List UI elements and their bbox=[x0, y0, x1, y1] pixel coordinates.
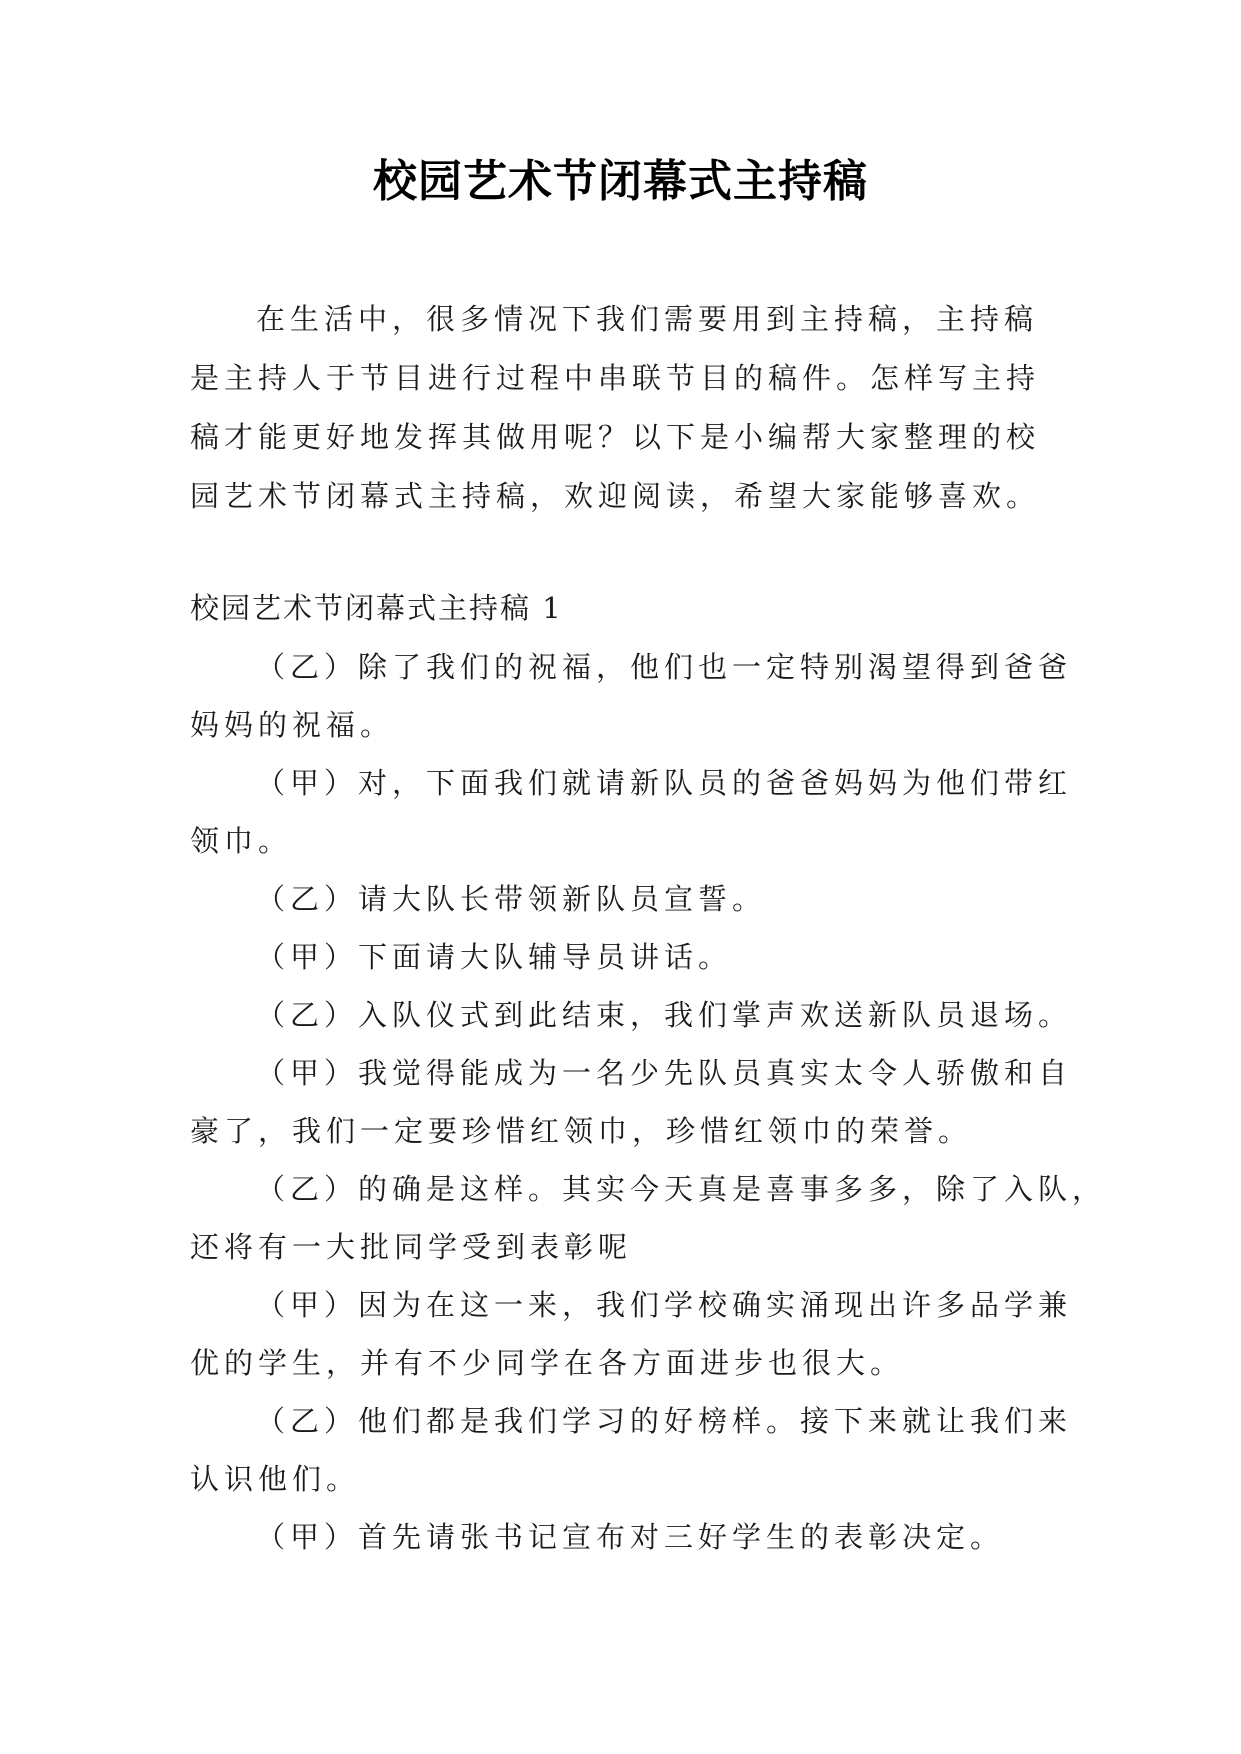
dialogue-line: （乙）他们都是我们学习的好榜样。接下来就让我们来 bbox=[256, 1404, 1073, 1438]
dialogue-line: （甲）下面请大队辅导员讲话。 bbox=[256, 940, 733, 974]
dialogue-line: 还将有一大批同学受到表彰呢 bbox=[190, 1230, 633, 1264]
dialogue-line: （甲）对，下面我们就请新队员的爸爸妈妈为他们带红 bbox=[256, 766, 1073, 800]
dialogue-line: （乙）的确是这样。其实今天真是喜事多多，除了入队， bbox=[256, 1172, 1107, 1206]
document-title: 校园艺术节闭幕式主持稿 bbox=[373, 156, 868, 207]
dialogue-line: 优的学生，并有不少同学在各方面进步也很大。 bbox=[190, 1346, 905, 1380]
dialogue-line: （乙）除了我们的祝福，他们也一定特别渴望得到爸爸 bbox=[256, 650, 1073, 684]
dialogue-line: （乙）入队仪式到此结束，我们掌声欢送新队员退场。 bbox=[256, 998, 1073, 1032]
dialogue-line: 领巾。 bbox=[190, 824, 293, 858]
dialogue-line: 认识他们。 bbox=[190, 1462, 361, 1496]
intro-paragraph: 在生活中，很多情况下我们需要用到主持稿，主持稿是主持人于节目进行过程中串联节目的稿件。怎样写主持稿才能更好地发挥其做用呢？以下是小编帮大家整理的校园艺术节闭幕式主持稿，欢迎阅读，希望大家能够喜欢。 bbox=[190, 302, 1041, 513]
dialogue-line: （乙）请大队长带领新队员宣誓。 bbox=[256, 882, 767, 916]
dialogue-block bbox=[190, 638, 1107, 1566]
dialogue-line: 妈妈的祝福。 bbox=[190, 708, 395, 742]
dialogue-line: （甲）我觉得能成为一名少先队员真实太令人骄傲和自 bbox=[256, 1056, 1073, 1090]
dialogue-line: （甲）首先请张书记宣布对三好学生的表彰决定。 bbox=[256, 1520, 1005, 1554]
section-title: 校园艺术节闭幕式主持稿 1 bbox=[190, 591, 563, 625]
dialogue-line: 豪了，我们一定要珍惜红领巾，珍惜红领巾的荣誉。 bbox=[190, 1114, 973, 1148]
dialogue-line: （甲）因为在这一来，我们学校确实涌现出许多品学兼 bbox=[256, 1288, 1073, 1322]
